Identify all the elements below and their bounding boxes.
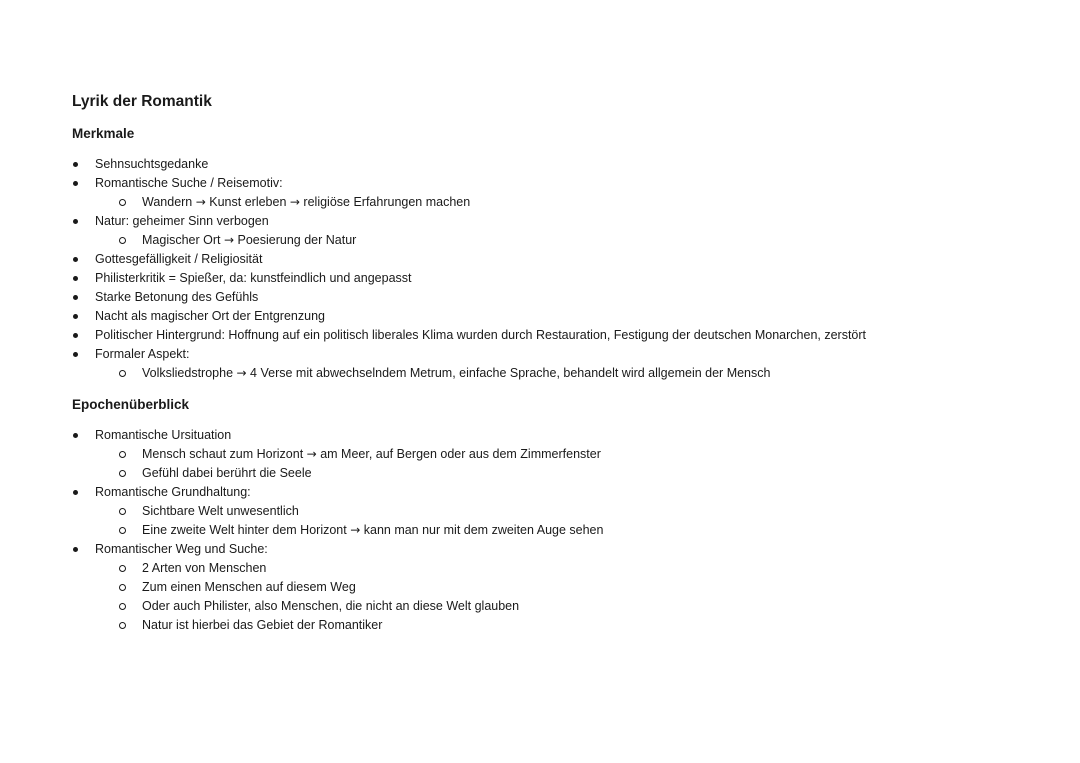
list-item-text [142,502,299,521]
bullet-icon [73,295,78,300]
list-item-text [95,426,231,445]
list-item [0,483,1080,502]
merkmale-list [0,155,1080,383]
list-item-text [95,155,208,174]
sub-list-item [0,231,1080,250]
hollow-bullet-icon [119,370,126,377]
text-segment: Gefühl dabei berührt die Seele [142,466,312,480]
text-segment: Romantische Ursituation [95,428,232,442]
hollow-bullet-icon [119,470,126,477]
list-item-text [95,269,412,288]
list-item-text [95,345,189,364]
list-item-text [142,364,770,383]
hollow-bullet-icon [119,565,126,572]
text-segment: Romantischer Weg und Suche: [95,542,268,556]
hollow-bullet-icon [119,199,126,206]
text-segment: Zum einen Menschen auf diesem Weg [142,580,356,594]
list-item [0,307,1080,326]
list-item-text [95,250,262,269]
sub-list-item [0,502,1080,521]
hollow-bullet-icon [119,603,126,610]
hollow-bullet-icon [119,237,126,244]
sub-list-item [0,445,1080,464]
text-segment: Sichtbare Welt unwesentlich [142,504,299,518]
bullet-icon [73,257,78,262]
text-segment: kann man nur mit dem zweiten Auge sehen [360,523,604,537]
list-item-text [95,212,269,231]
bullet-icon [73,490,78,495]
list-item [0,174,1080,193]
text-segment: Wandern [142,195,196,209]
text-segment: Mensch schaut zum Horizont [142,447,307,461]
sub-list-item [0,559,1080,578]
list-item-text [95,307,325,326]
hollow-bullet-icon [119,451,126,458]
hollow-bullet-icon [119,584,126,591]
text-segment: Politischer Hintergrund: Hoffnung auf ein politisch liberales Klima wurden durch Restauration, Festigung der deutschen Monarchen, zerstört [95,328,867,342]
bullet-icon [73,162,78,167]
text-segment: Natur ist hierbei das Gebiet der Romantiker [142,618,383,632]
text-segment: Poesierung der Natur [234,233,357,247]
list-item-text [95,174,283,193]
list-item-text [95,540,268,559]
text-segment: Nacht als magischer Ort der Entgrenzung [95,309,325,323]
text-segment: Sehnsuchtsgedanke [95,157,209,171]
section-heading-epochenueberblick: Epochenüberblick [72,397,190,412]
text-segment: Magischer Ort [142,233,224,247]
list-item-text [142,445,601,464]
list-item-text [95,326,866,345]
sub-list-item [0,521,1080,540]
hollow-bullet-icon [119,527,126,534]
sub-list-item [0,597,1080,616]
arrow-icon: → [306,447,317,461]
list-item-text [142,597,519,616]
sub-list-item [0,464,1080,483]
hollow-bullet-icon [119,622,126,629]
text-segment: Kunst erleben [205,195,290,209]
list-item-text [95,483,251,502]
text-segment: Gottesgefälligkeit / Religiosität [95,252,263,266]
list-item [0,288,1080,307]
text-segment: Romantische Grundhaltung: [95,485,251,499]
list-item [0,326,1080,345]
text-segment: Volksliedstrophe [142,366,237,380]
hollow-bullet-icon [119,508,126,515]
arrow-icon: → [236,366,247,380]
list-item [0,269,1080,288]
text-segment: Romantische Suche / Reisemotiv: [95,176,283,190]
text-segment: Natur: geheimer Sinn verbogen [95,214,269,228]
list-item-text [95,288,258,307]
arrow-icon: → [195,195,206,209]
sub-list-item [0,364,1080,383]
page-title: Lyrik der Romantik [72,93,212,110]
epochenueberblick-list [0,426,1080,635]
bullet-icon [73,276,78,281]
arrow-icon: → [289,195,300,209]
text-segment: Philisterkritik = Spießer, da: kunstfeindlich und angepasst [95,271,412,285]
text-segment: 4 Verse mit abwechselndem Metrum, einfache Sprache, behandelt wird allgemein der Mensch [246,366,771,380]
bullet-icon [73,547,78,552]
bullet-icon [73,181,78,186]
text-segment: Starke Betonung des Gefühls [95,290,259,304]
bullet-icon [73,219,78,224]
text-segment: Oder auch Philister, also Menschen, die nicht an diese Welt glauben [142,599,520,613]
list-item [0,345,1080,364]
text-segment: Eine zweite Welt hinter dem Horizont [142,523,351,537]
list-item [0,426,1080,445]
text-segment: 2 Arten von Menschen [142,561,267,575]
bullet-icon [73,433,78,438]
list-item-text [142,464,312,483]
bullet-icon [73,314,78,319]
list-item-text [142,521,603,540]
list-item-text [142,193,470,212]
list-item [0,212,1080,231]
list-item-text [142,578,356,597]
sub-list-item [0,193,1080,212]
section-heading-merkmale: Merkmale [72,126,135,141]
arrow-icon: → [223,233,235,247]
text-segment: am Meer, auf Bergen oder aus dem Zimmerfenster [316,447,601,461]
list-item [0,250,1080,269]
list-item [0,540,1080,559]
sub-list-item [0,616,1080,635]
bullet-icon [73,333,78,338]
list-item [0,155,1080,174]
text-segment: Formaler Aspekt: [95,347,190,361]
text-segment: religiöse Erfahrungen machen [299,195,471,209]
list-item-text [142,231,356,250]
bullet-icon [73,352,78,357]
list-item-text [142,616,382,635]
list-item-text [142,559,266,578]
arrow-icon: → [350,523,361,537]
sub-list-item [0,578,1080,597]
